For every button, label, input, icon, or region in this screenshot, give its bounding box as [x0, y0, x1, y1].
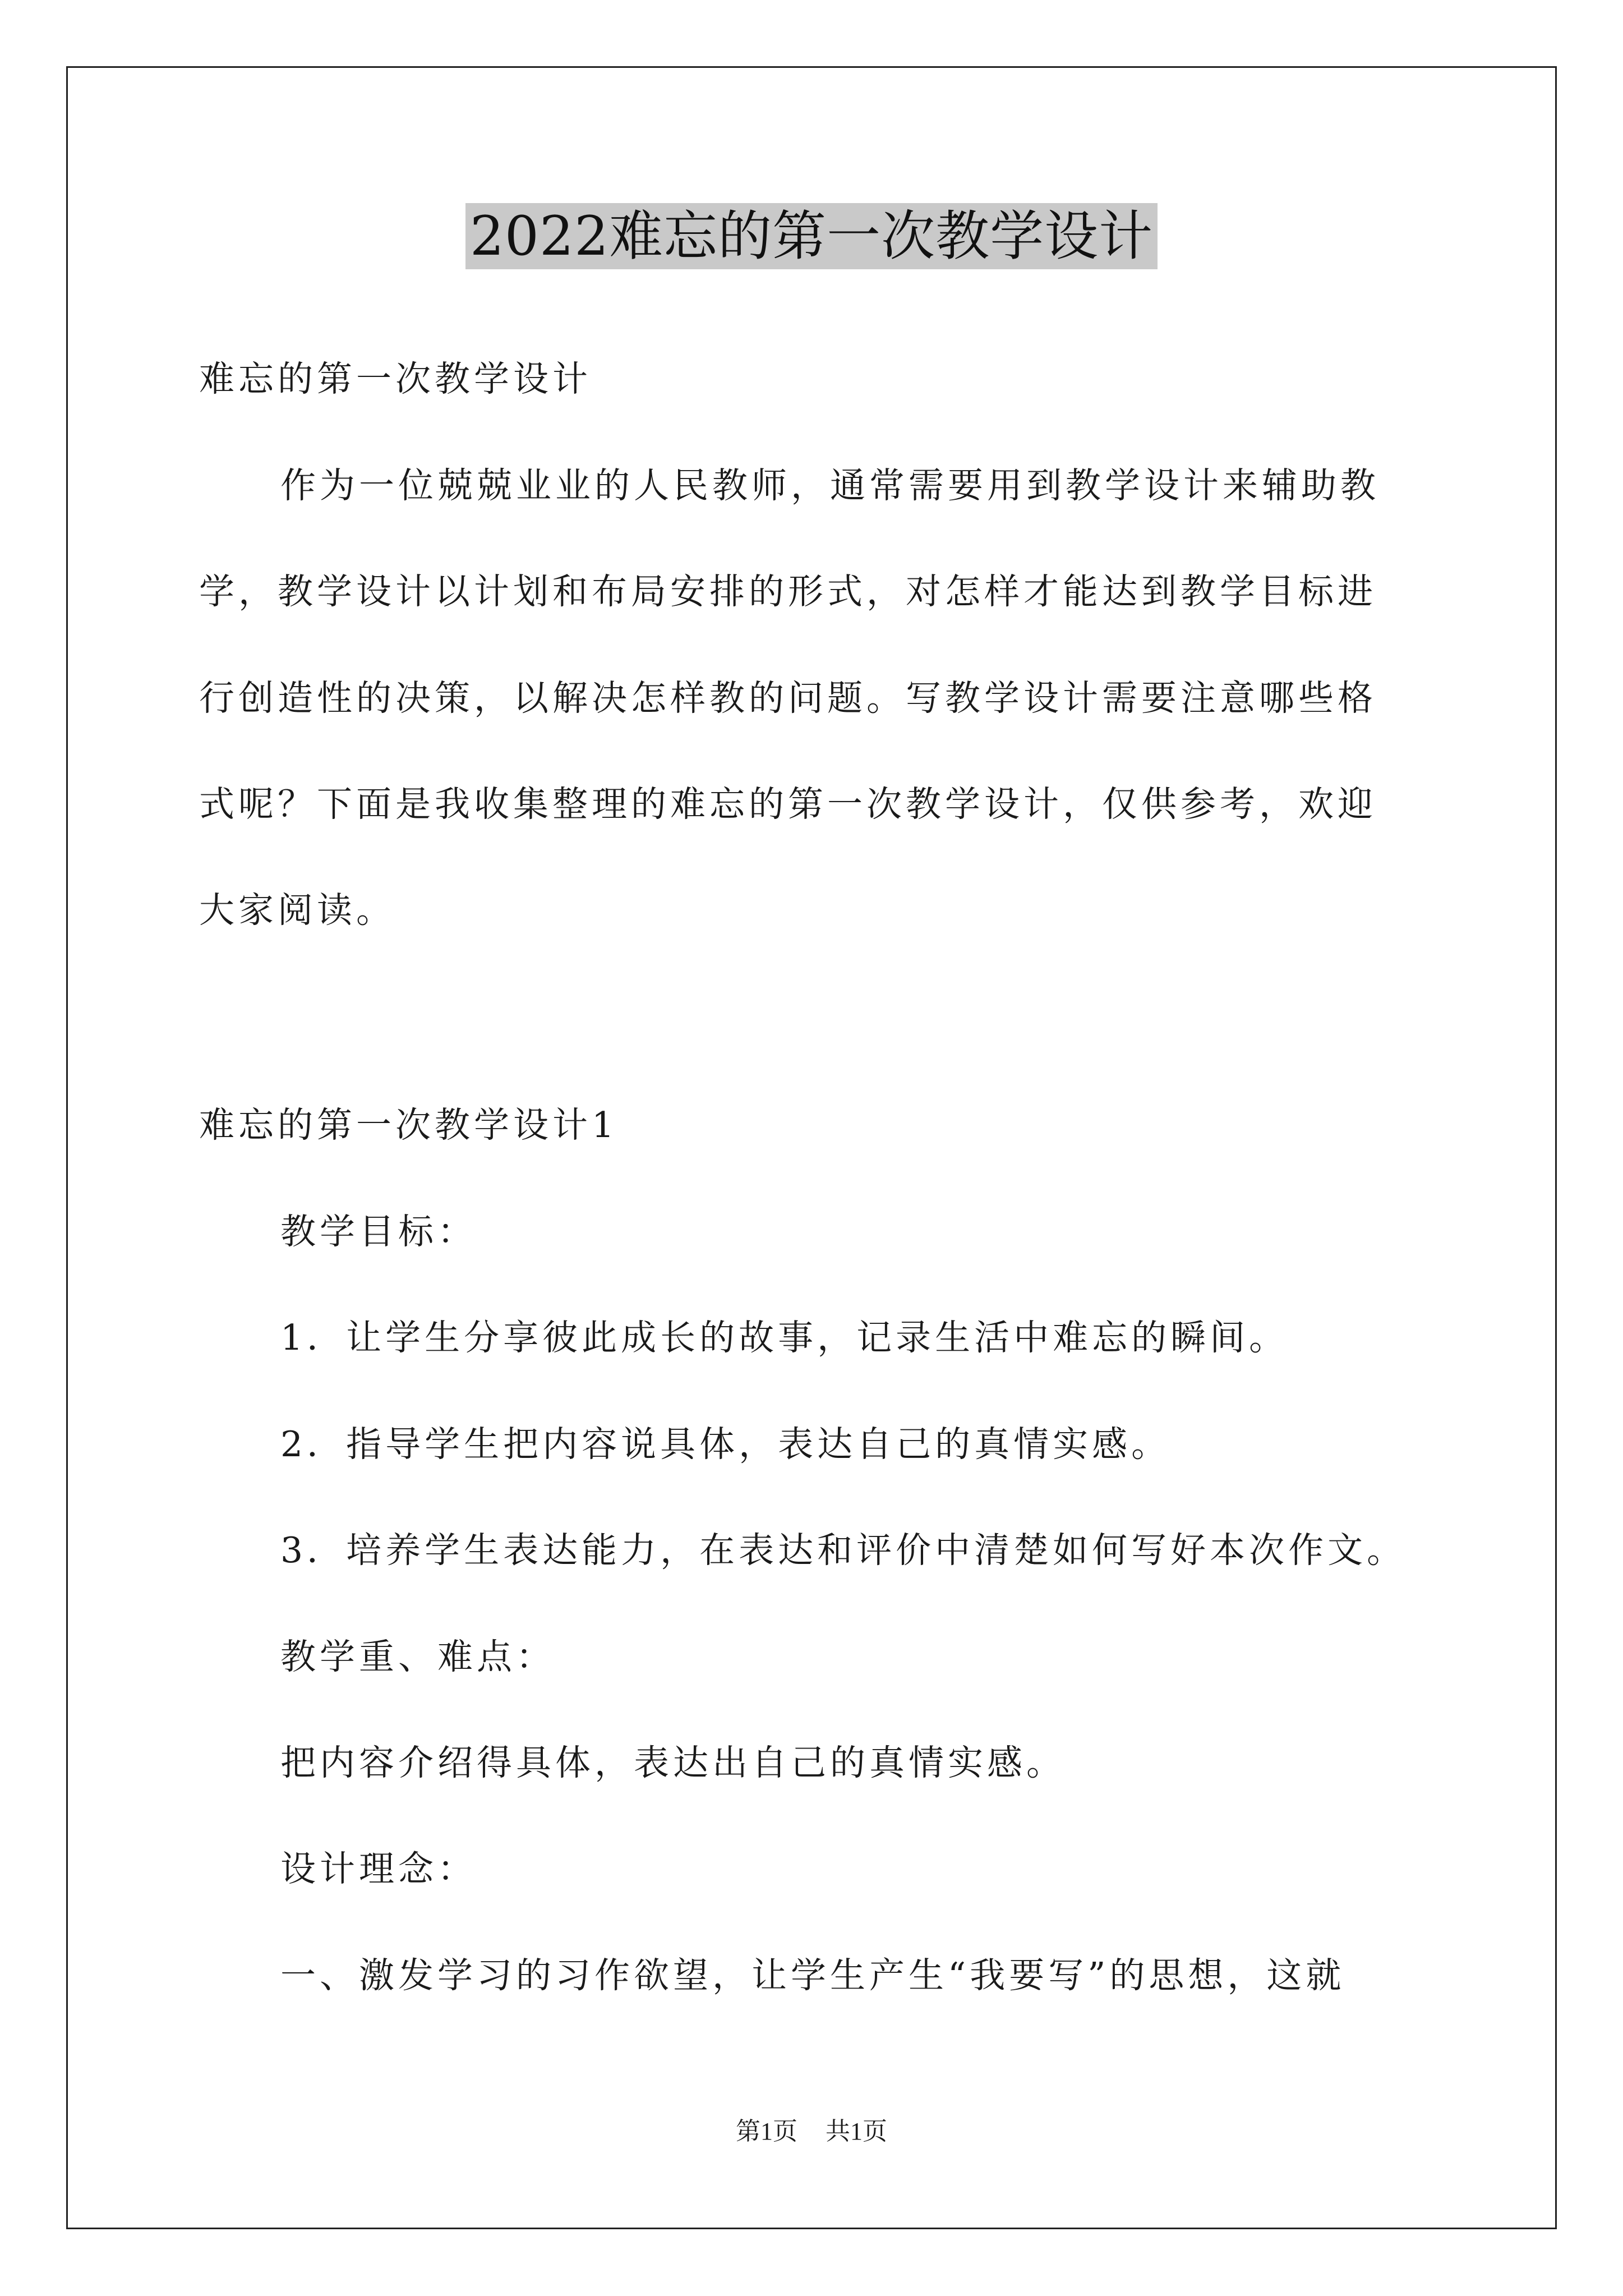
document-title-text: 2022难忘的第一次教学设计 [465, 203, 1158, 269]
document-title [0, 203, 1623, 269]
page-number: 第1页 [736, 2118, 797, 2145]
list-item: 3．培养学生表达能力，在表达和评价中清楚如何写好本次作文。 [280, 1530, 1407, 1571]
subheading: 设计理念： [280, 1848, 477, 1889]
subheading: 教学目标： [280, 1211, 477, 1252]
intro-paragraph-line: 行创造性的决策，以解决怎样教的问题。写教学设计需要注意哪些格 [199, 678, 1377, 719]
list-item: 2．指导学生把内容说具体，表达自己的真情实感。 [280, 1424, 1171, 1465]
intro-paragraph-line: 学，教学设计以计划和布局安排的形式，对怎样才能达到教学目标进 [199, 571, 1377, 612]
page-total: 共1页 [826, 2118, 887, 2145]
section-heading: 难忘的第一次教学设计 [199, 358, 592, 399]
intro-paragraph-line: 大家阅读。 [199, 890, 395, 931]
page-footer [0, 2116, 1623, 2147]
intro-paragraph-line: 作为一位兢兢业业的人民教师，通常需要用到教学设计来辅助教 [280, 465, 1380, 506]
body-text: 把内容介绍得具体，表达出自己的真情实感。 [280, 1742, 1066, 1783]
body-text: 一、激发学习的习作欲望，让学生产生“我要写”的思想，这就 [280, 1955, 1345, 1996]
subheading: 教学重、难点： [280, 1636, 555, 1677]
section-heading: 难忘的第一次教学设计1 [199, 1105, 619, 1145]
list-item: 1．让学生分享彼此成长的故事，记录生活中难忘的瞬间。 [280, 1317, 1289, 1358]
intro-paragraph-line: 式呢？下面是我收集整理的难忘的第一次教学设计，仅供参考，欢迎 [199, 784, 1377, 825]
